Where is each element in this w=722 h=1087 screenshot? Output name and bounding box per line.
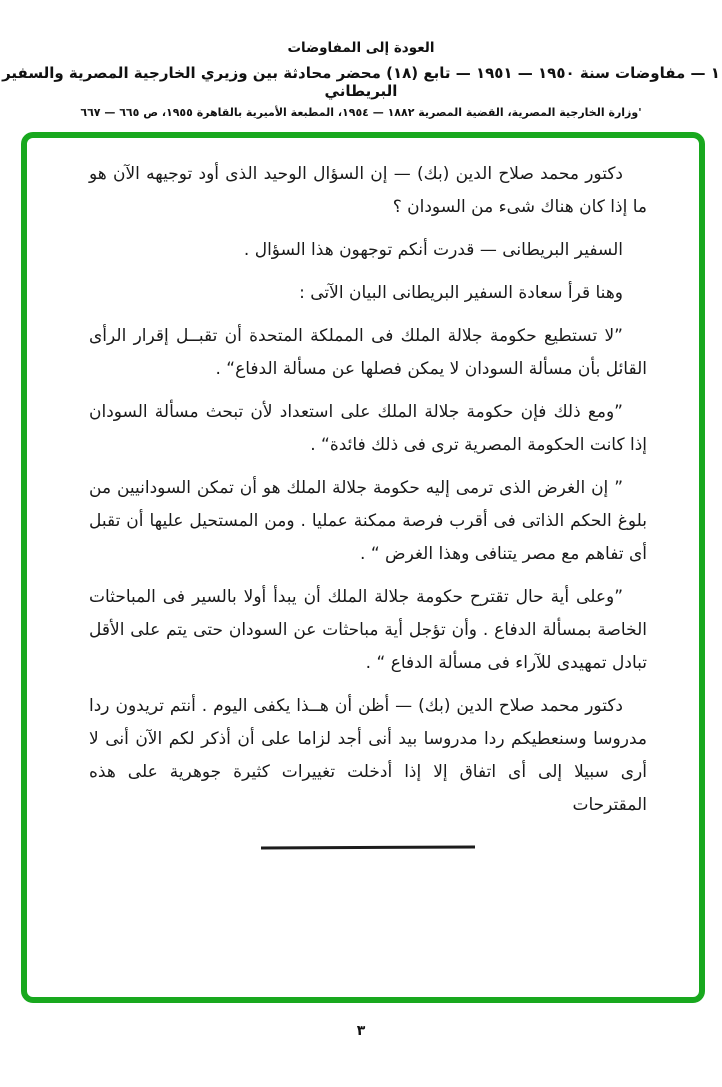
paragraph-statement-quote-1: ”لا تستطيع حكومة جلالة الملك فى المملكة المتحدة أن تقبــل إقرار الرأى القائل بأن مسألة السودان لا يمكن فصلها عن مسألة الدفاع“ .: [89, 326, 647, 379]
document-body: [89, 158, 647, 849]
paragraph-speaker-salaheldin-closing: دكتور محمد صلاح الدين (بك) — أظن أن هــذا يكفى اليوم . أنتم تريدون ردا مدروسا وسنعطيكم ردا مدروسا بيد أنى أجد لزاما على أن أذكر لكم الآن أنى لا أرى سبيلا إلى أى اتفاق إلا إذا أدخلت تغييرات كثيرة جوهرية على هذه المقترحات: [89, 696, 647, 815]
paragraph-speaker-salaheldin-question: دكتور محمد صلاح الدين (بك) — إن السؤال الوحيد الذى أود توجيهه الآن هو ما إذا كان هناك شىء من السودان ؟: [89, 164, 647, 217]
source-citation: 'وزارة الخارجية المصرية، القضية المصرية ١٨٨٢ — ١٩٥٤، المطبعة الأميرية بالقاهرة ١٩٥٥، ص ٦٦٥ — ٦٦٧: [80, 106, 642, 119]
page-title: العودة إلى المفاوضات: [287, 40, 435, 56]
paragraph-british-ambassador-reply: السفير البريطانى — قدرت أنكم توجهون هذا السؤال .: [243, 240, 623, 260]
page-number: ٣: [356, 1023, 366, 1039]
paragraph-statement-quote-4: ”وعلى أية حال تقترح حكومة جلالة الملك أن يبدأ أولا بالسير فى المباحثات الخاصة بمسألة الدفاع . وأن تؤجل أية مباحثات عن السودان حتى يتم على الأقل تبادل تمهيدى للآراء فى مسألة الدفاع “ .: [89, 587, 647, 673]
paragraph-statement-quote-3: ” إن الغرض الذى ترمى إليه حكومة جلالة الملك هو أن تمكن السودانيين من بلوغ الحكم الذاتى فى أقرب فرصة ممكنة عمليا . ومن المستحيل عليها أن تقبل أى تفاهم مع مصر يتنافى وهذا الغرض “ .: [89, 478, 647, 564]
section-divider: [261, 845, 475, 849]
highlight-annotation-box: [21, 132, 705, 1003]
entry-heading: ١ — مفاوضات سنة ١٩٥٠ — ١٩٥١ — تابع (١٨) محضر محادثة بين وزيري الخارجية المصرية والسفير البريطاني: [2, 64, 720, 100]
paragraph-statement-intro: وهنا قرأ سعادة السفير البريطانى البيان الآتى :: [299, 283, 623, 303]
document-header: [0, 40, 722, 119]
paragraph-statement-quote-2: ”ومع ذلك فإن حكومة جلالة الملك على استعداد لأن تبحث مسألة السودان إذا كانت الحكومة المصرية ترى فى ذلك فائدة“ .: [89, 402, 647, 455]
